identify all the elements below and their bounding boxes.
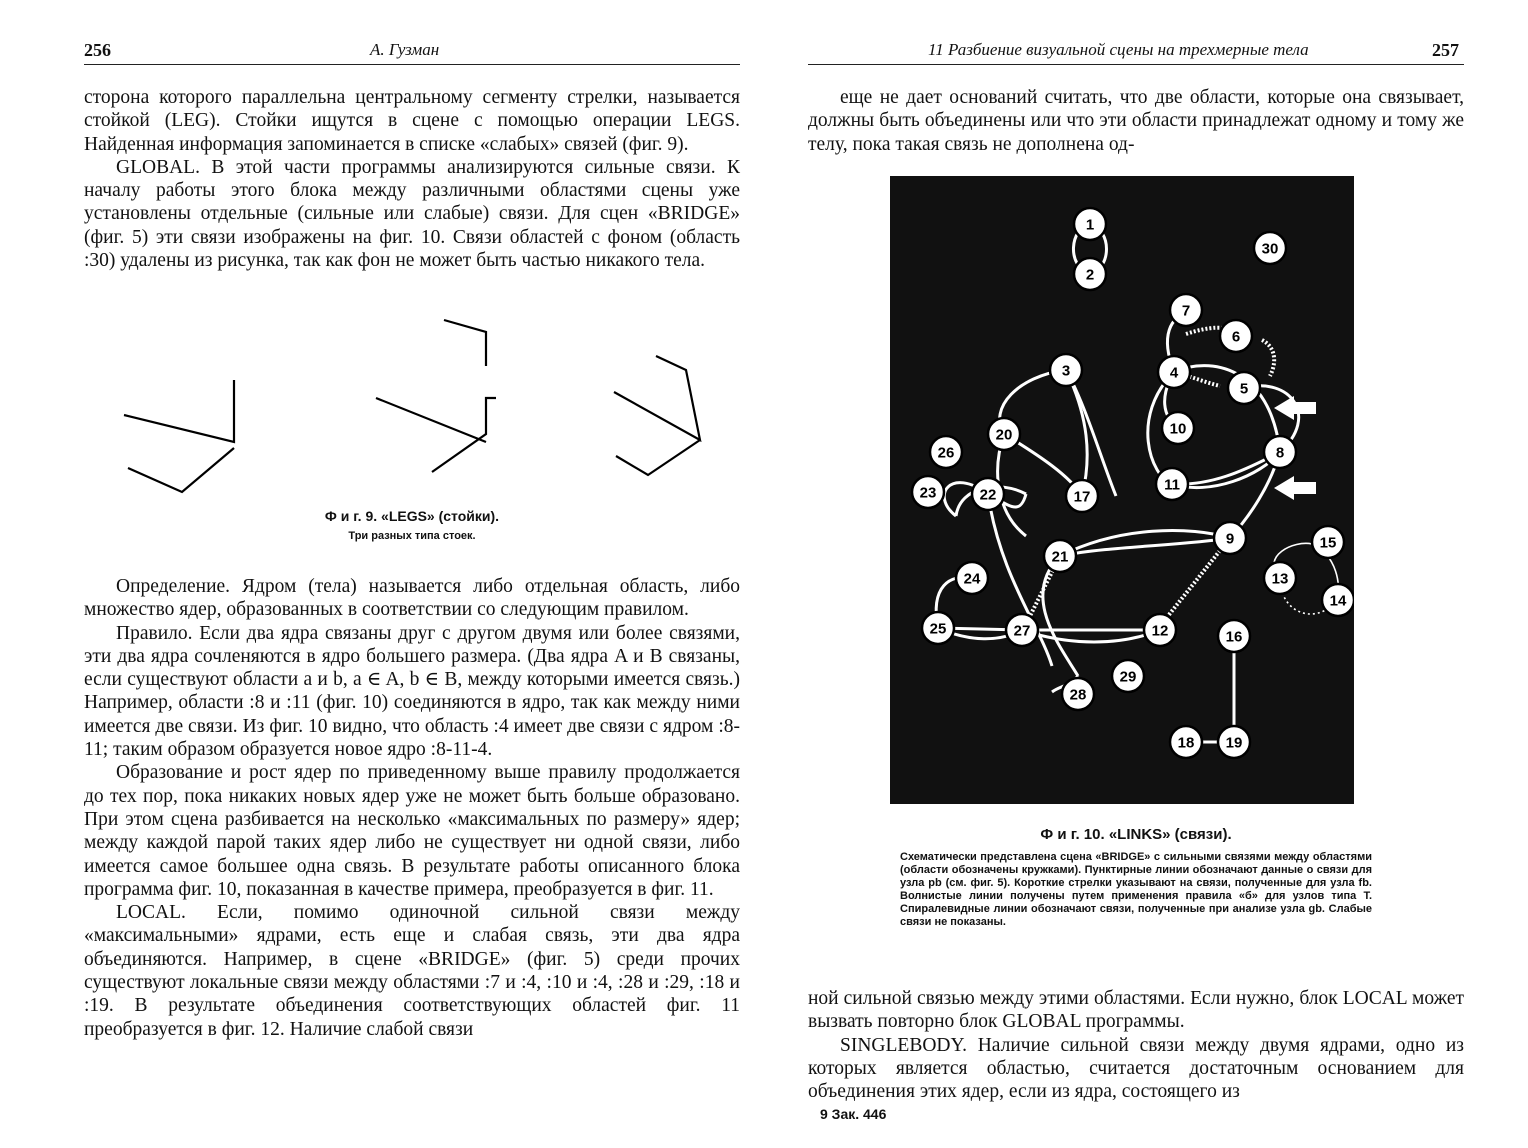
- region-node-12: [1144, 614, 1176, 646]
- leg-1: [124, 380, 234, 442]
- svg-text:14: 14: [1329, 592, 1347, 610]
- svg-text:29: 29: [1119, 668, 1137, 686]
- signature-mark: 9 Зак. 446: [820, 1106, 887, 1122]
- svg-text:17: 17: [1073, 488, 1091, 506]
- text-block-top: [84, 86, 740, 272]
- header-rule: [84, 64, 740, 65]
- region-node-17: [1066, 480, 1098, 512]
- region-node-23: [912, 476, 944, 508]
- svg-text:20: 20: [995, 426, 1013, 444]
- running-head: А. Гузман: [370, 40, 440, 59]
- figure-10-subcaption: Схематически представлена сцена «BRIDGE» с сильными связями между областями (области обозначены кружками). Пунктирные линии обозначают данные о связи для узла pb (см. фиг. 5). Короткие стрелки указывают на связи, полученные для узла fb. Волнистые линии получены путем применения правила «б» для узлов типа Т. Спиралевидные линии обозначают связи, полученные при анализе узла gb. Слабые связи не показаны.: [900, 851, 1372, 928]
- page-number: 257: [1432, 40, 1459, 60]
- region-node-13: [1264, 562, 1296, 594]
- svg-text:9: 9: [1225, 530, 1235, 548]
- svg-text:25: 25: [929, 620, 947, 638]
- svg-text:11: 11: [1164, 476, 1180, 494]
- svg-text:26: 26: [937, 444, 955, 462]
- header-rule: [808, 64, 1464, 65]
- paragraph-rule: Правило. Если два ядра связаны друг с другом двумя или более связями, эти два ядра сочленяются в ядро большего размера. (Два ядра A и B связаны, если существуют области a и b, a ∈ A, b ∈ B, между которыми имеется связь.) Например, области :8 и :11 (фиг. 10) соединяются в ядро, так как между ними имеется две связи. Из фиг. 10 видно, что область :4 имеет две связи с ядром :8-11; таким образом образуется новое ядро :8-11-4.: [84, 622, 740, 761]
- paragraph: еще не дает оснований считать, что две области, которые она связывает, должны быть объединены или что эти области принадлежат одному и тому же телу, пока такая связь не дополнена од-: [808, 87, 1464, 155]
- svg-text:22: 22: [979, 486, 997, 504]
- figure-10-links: [890, 176, 1354, 804]
- region-node-7: [1170, 294, 1202, 326]
- leg-3: [614, 356, 700, 440]
- svg-text:19: 19: [1225, 734, 1243, 752]
- svg-text:12: 12: [1151, 622, 1169, 640]
- figure-9-legs: [110, 310, 720, 500]
- paragraph-singlebody: SINGLEBODY. Наличие сильной связи между двумя ядрами, одно из которых является областью, считается достаточным основанием для объединения этих ядер, если из ядра, состоящего из: [808, 1034, 1464, 1103]
- leg-1-line: [128, 448, 234, 492]
- running-head: 11 Разбиение визуальной сцены на трехмерные тела: [928, 40, 1309, 59]
- region-node-26: [930, 436, 962, 468]
- region-node-29: [1112, 660, 1144, 692]
- region-node-15: [1312, 526, 1344, 558]
- svg-text:4: 4: [1169, 364, 1179, 382]
- region-node-18: [1170, 726, 1202, 758]
- region-node-6: [1220, 320, 1252, 352]
- svg-text:7: 7: [1181, 302, 1191, 320]
- region-node-8: [1264, 436, 1296, 468]
- svg-text:8: 8: [1275, 444, 1285, 462]
- svg-text:13: 13: [1271, 570, 1289, 588]
- svg-text:1: 1: [1085, 216, 1095, 234]
- paragraph: ной сильной связью между этими областями. Если нужно, блок LOCAL может вызвать повторно блок GLOBAL программы.: [808, 988, 1464, 1033]
- region-node-22: [972, 478, 1004, 510]
- svg-text:16: 16: [1225, 628, 1243, 646]
- figure-9-caption: Ф и г. 9. «LEGS» (стойки).: [324, 508, 500, 524]
- svg-text:18: 18: [1177, 734, 1195, 752]
- paragraph: сторона которого параллельна центральному сегменту стрелки, называется стойкой (LEG). Стойки ищутся в сцене с помощью операции LEGS. Найденная информация запоминается в списке «слабых» связей (фиг. 9).: [84, 87, 740, 155]
- text-block-top: [808, 86, 1464, 156]
- region-node-16: [1218, 620, 1250, 652]
- region-node-19: [1218, 726, 1250, 758]
- region-node-20: [988, 418, 1020, 450]
- text-block-bottom: [84, 575, 740, 1041]
- region-node-30: [1254, 232, 1286, 264]
- region-node-10: [1162, 412, 1194, 444]
- region-node-1: [1074, 208, 1106, 240]
- svg-text:15: 15: [1319, 534, 1337, 552]
- right-page: [764, 0, 1528, 1148]
- figure-9-subcaption: Три разных типа стоек.: [348, 530, 476, 542]
- paragraph-local: LOCAL. Если, помимо одиночной сильной связи между «максимальными» ядрами, есть еще и слабая связь, эти два ядра объединяются. Например, в сцене «BRIDGE» (фиг. 5) среди прочих существуют локальные связи между областями :7 и :4, :10 и :4, :28 и :29, :18 и :19. В результате объединения соответствующих областей фиг. 11 преобразуется в фиг. 12. Наличие слабой связи: [84, 902, 740, 1040]
- region-node-4: [1158, 356, 1190, 388]
- leg-2-top: [444, 320, 486, 366]
- region-node-11: [1156, 468, 1188, 500]
- region-node-5: [1228, 372, 1260, 404]
- page-number: 256: [84, 40, 111, 60]
- svg-text:10: 10: [1169, 420, 1187, 438]
- region-node-24: [956, 562, 988, 594]
- svg-text:6: 6: [1231, 328, 1241, 346]
- svg-text:28: 28: [1069, 686, 1087, 704]
- leg-3-line: [616, 440, 700, 475]
- region-node-3: [1050, 354, 1082, 386]
- svg-text:21: 21: [1051, 548, 1069, 566]
- paragraph-definition: Определение. Ядром (тела) называется либо отдельная область, либо множество ядер, образованных в соответствии со следующим правилом.: [84, 576, 740, 621]
- region-node-2: [1074, 258, 1106, 290]
- region-node-14: [1322, 584, 1354, 616]
- text-block-bottom: [808, 987, 1464, 1103]
- region-node-25: [922, 612, 954, 644]
- svg-text:24: 24: [963, 570, 981, 588]
- svg-text:3: 3: [1061, 362, 1071, 380]
- paragraph: GLOBAL. В этой части программы анализируются сильные связи. К началу работы этого блока между различными областями сцены уже установлены отдельные (сильные или слабые) связи. Для сцен «BRIDGE» (фиг. 5) эти связи изображены на фиг. 10. Связи областей с фоном (область :30) удалены из рисунка, так как фон не может быть частью никакого тела.: [84, 156, 740, 272]
- region-node-21: [1044, 540, 1076, 572]
- svg-text:23: 23: [919, 484, 937, 502]
- region-node-9: [1214, 522, 1246, 554]
- svg-text:27: 27: [1013, 622, 1031, 640]
- svg-text:2: 2: [1085, 266, 1095, 284]
- region-node-27: [1006, 614, 1038, 646]
- leg-2-leg: [432, 398, 496, 472]
- svg-text:5: 5: [1239, 380, 1249, 398]
- svg-text:30: 30: [1261, 240, 1279, 258]
- paragraph: Образование и рост ядер по приведенному выше правилу продолжается до тех пор, пока никаких новых ядер уже не может быть больше образовано. При этом сцена разбивается на несколько «максимальных по размеру» ядер; между каждой парой таких ядер либо не существует ни одной связи, либо имеется самое большее одна связь. В результате работы описанного блока программа фиг. 10, показанная в качестве примера, преобразуется в фиг. 11.: [84, 762, 740, 900]
- region-node-28: [1062, 678, 1094, 710]
- figure-10-caption: Ф и г. 10. «LINKS» (связи).: [1040, 826, 1232, 843]
- leg-2-mid: [376, 398, 486, 442]
